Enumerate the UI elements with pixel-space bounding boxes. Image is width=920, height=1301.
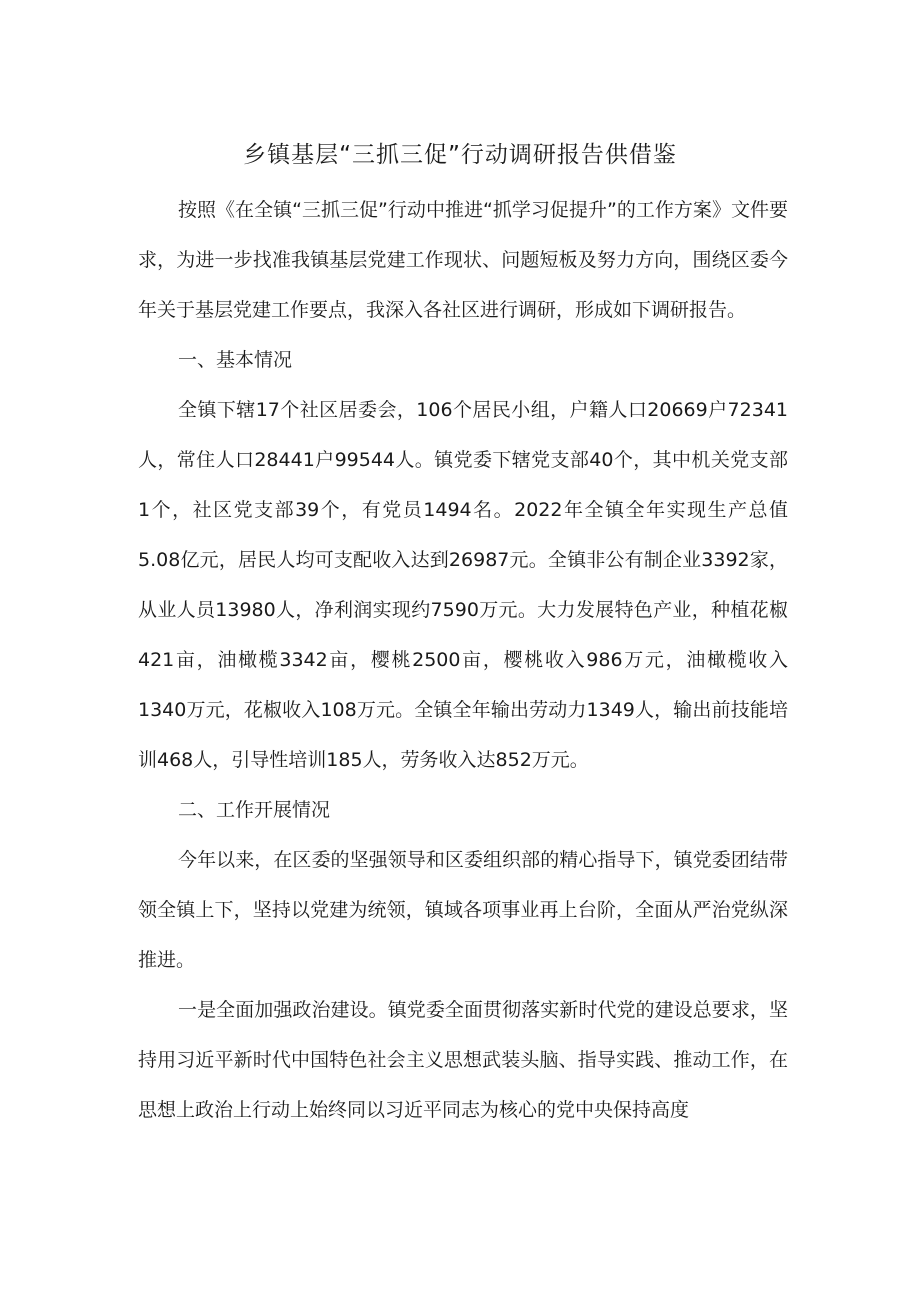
section-heading-basic-situation: 一、基本情况 <box>178 349 293 371</box>
intro-paragraph: 按照《在全镇“三抓三促”行动中推进“抓学习促提升”的工作方案》文件要求，为进一步找准我镇基层党建工作现状、问题短板及努力方向，围绕区委今年关于基层党建工作要点，我深入各社区进行调研，形成如下调研报告。 <box>138 199 788 321</box>
document-title: 乡镇基层“三抓三促”行动调研报告供借鉴 <box>243 142 677 168</box>
basic-situation-paragraph: 全镇下辖17个社区居委会，106个居民小组，户籍人口20669户72341人，常住人口28441户99544人。镇党委下辖党支部40个，其中机关党支部1个，社区党支部39个，有党员1494名。2022年全镇全年实现生产总值5.08亿元，居民人均可支配收入达到26987元。全镇非公有制企业3392家，从业人员13980人，净利润实现约7590万元。大力发展特色产业，种植花椒421亩，油橄榄3342亩，樱桃2500亩，樱桃收入986万元，油橄榄收入1340万元，花椒收入108万元。全镇全年输出劳动力1349人，输出前技能培训468人，引导性培训185人，劳务收入达852万元。 <box>138 399 788 771</box>
work-progress-paragraph: 今年以来，在区委的坚强领导和区委组织部的精心指导下，镇党委团结带领全镇上下，坚持以党建为统领，镇域各项事业再上台阶，全面从严治党纵深推进。 <box>138 849 788 971</box>
political-building-paragraph: 一是全面加强政治建设。镇党委全面贯彻落实新时代党的建设总要求，坚持用习近平新时代中国特色社会主义思想武装头脑、指导实践、推动工作，在思想上政治上行动上始终同以习近平同志为核心的党中央保持高度 <box>138 999 788 1121</box>
document-body <box>138 185 788 1135</box>
section-heading-work-progress: 二、工作开展情况 <box>178 799 331 821</box>
